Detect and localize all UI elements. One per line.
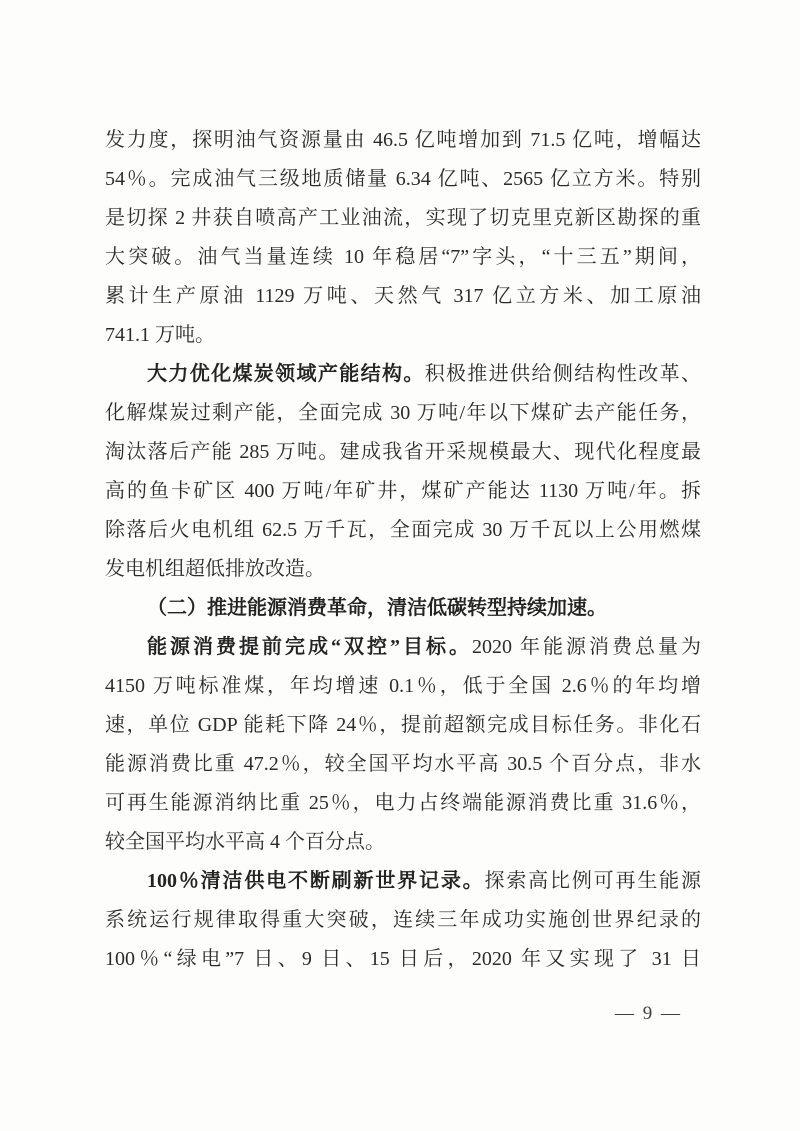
bold-text-segment: 能源消费提前完成“双控”目标。 bbox=[147, 636, 472, 658]
text-segment: 除落后火电机组 62.5 万千瓦，全面完成 30 万千瓦以上公用燃煤 bbox=[105, 519, 701, 541]
text-line bbox=[105, 433, 701, 472]
text-line bbox=[105, 394, 701, 433]
text-segment: 高的鱼卡矿区 400 万吨/年矿井，煤矿产能达 1130 万吨/年。拆 bbox=[105, 480, 701, 502]
text-line bbox=[105, 784, 701, 823]
text-segment: 化解煤炭过剩产能，全面完成 30 万吨/年以下煤矿去产能任务， bbox=[105, 402, 701, 424]
text-segment: 积极推进供给侧结构性改革、 bbox=[424, 363, 702, 385]
text-segment: 较全国平均水平高 4 个百分点。 bbox=[105, 831, 385, 853]
text-line bbox=[105, 511, 701, 550]
text-line bbox=[105, 277, 701, 316]
bold-text-segment: 大力优化煤炭领域产能结构。 bbox=[147, 363, 425, 385]
text-line bbox=[105, 589, 701, 628]
text-segment: 速，单位 GDP 能耗下降 24％，提前超额完成目标任务。非化石 bbox=[105, 714, 701, 736]
text-line bbox=[105, 160, 701, 199]
text-line bbox=[105, 121, 701, 160]
text-line bbox=[105, 901, 701, 940]
text-segment: 发电机组超低排放改造。 bbox=[105, 558, 325, 580]
text-segment: 淘汰落后产能 285 万吨。建成我省开采规模最大、现代化程度最 bbox=[105, 441, 701, 463]
text-line bbox=[105, 472, 701, 511]
text-segment: 能源消费比重 47.2％，较全国平均水平高 30.5 个百分点，非水 bbox=[105, 753, 701, 775]
text-line bbox=[105, 628, 701, 667]
page-number: — 9 — bbox=[615, 1003, 682, 1024]
text-line bbox=[105, 667, 701, 706]
text-line bbox=[105, 862, 701, 901]
text-segment: 4150 万吨标准煤，年均增速 0.1％，低于全国 2.6％的年均增 bbox=[105, 675, 701, 697]
text-segment: 2020 年能源消费总量为 bbox=[472, 636, 701, 658]
text-segment: 是切探 2 井获自喷高产工业油流，实现了切克里克新区勘探的重 bbox=[105, 207, 701, 229]
text-line bbox=[105, 940, 701, 979]
text-line bbox=[105, 199, 701, 238]
text-segment: 发力度，探明油气资源量由 46.5 亿吨增加到 71.5 亿吨，增幅达 bbox=[105, 129, 701, 151]
text-segment: 系统运行规律取得重大突破，连续三年成功实施创世界纪录的 bbox=[105, 909, 701, 931]
text-line bbox=[105, 745, 701, 784]
bold-text-segment: （二）推进能源消费革命，清洁低碳转型持续加速。 bbox=[147, 597, 607, 619]
text-line bbox=[105, 355, 701, 394]
text-line bbox=[105, 706, 701, 745]
text-line bbox=[105, 823, 701, 862]
text-line bbox=[105, 316, 701, 355]
text-segment: 大突破。油气当量连续 10 年稳居“7”字头，“十三五”期间， bbox=[105, 246, 701, 268]
text-line bbox=[105, 550, 701, 589]
text-line bbox=[105, 238, 701, 277]
bold-text-segment: 100％清洁供电不断刷新世界记录。 bbox=[147, 870, 485, 892]
text-segment: 探索高比例可再生能源 bbox=[484, 870, 701, 892]
text-segment: 累计生产原油 1129 万吨、天然气 317 亿立方米、加工原油 bbox=[105, 285, 701, 307]
text-segment: 741.1 万吨。 bbox=[105, 324, 215, 346]
text-segment: 可再生能源消纳比重 25％，电力占终端能源消费比重 31.6％， bbox=[105, 792, 701, 814]
document-body bbox=[105, 121, 701, 979]
text-segment: 100％“绿电”7 日、9 日、15 日后，2020 年又实现了 31 日 bbox=[105, 948, 701, 970]
text-segment: 54％。完成油气三级地质储量 6.34 亿吨、2565 亿立方米。特别 bbox=[105, 168, 701, 190]
